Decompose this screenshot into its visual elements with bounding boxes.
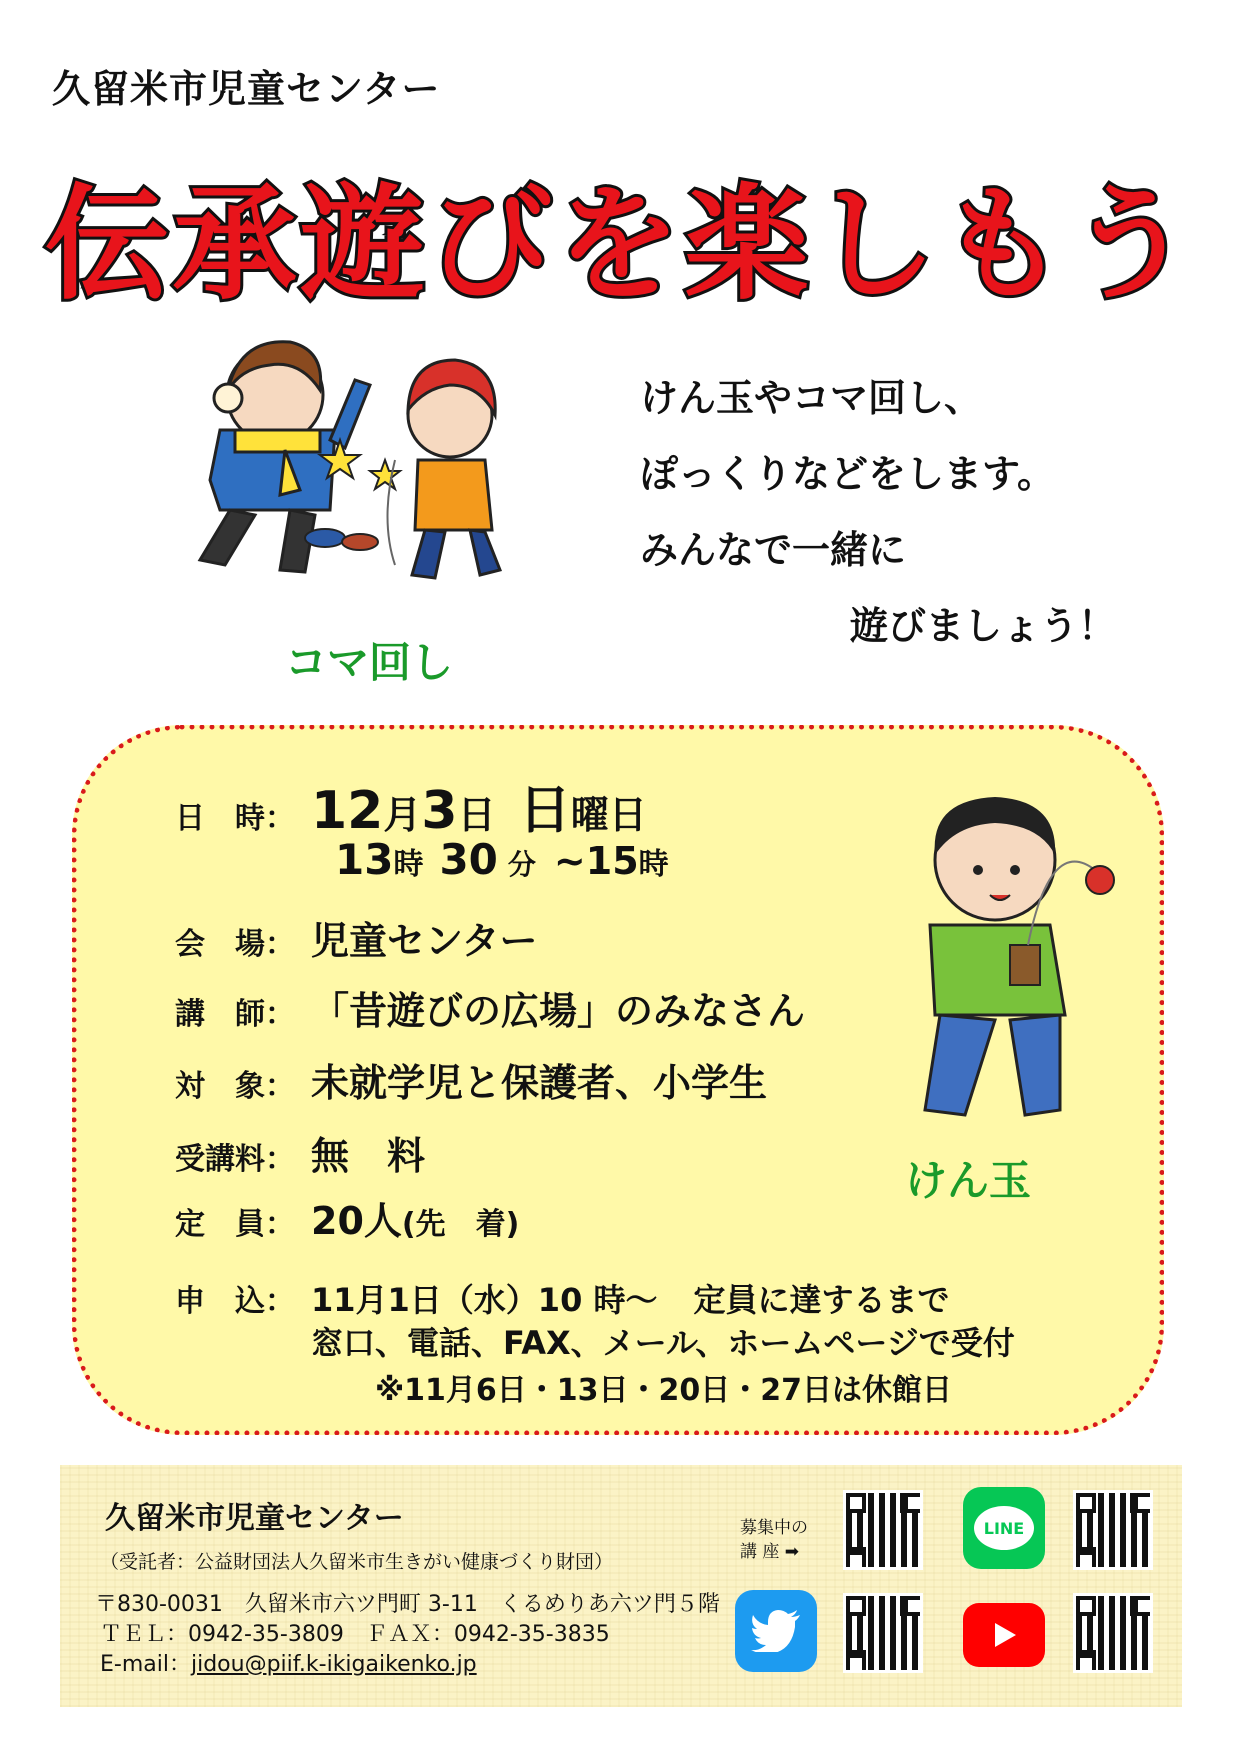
org-title: 久留米市児童センター	[52, 67, 441, 111]
capacity-row: 定 員： 20 人 (先 着)	[175, 1199, 520, 1243]
apply-until: 定員に達するまで	[693, 1281, 950, 1319]
main-title: 伝承遊びを楽しもう	[44, 173, 1197, 317]
email-link[interactable]: jidou@piif.k-ikigaikenko.jp	[190, 1652, 477, 1677]
intro-line-3: みんなで一緒に	[640, 528, 907, 572]
line-label: LINE	[974, 1506, 1034, 1550]
fee-value: 無 料	[311, 1134, 426, 1178]
caption-kendama: けん玉	[905, 1156, 1032, 1205]
instructor-row: 講 師： 「昔遊びの広場」のみなさん	[175, 980, 805, 1035]
footer-trustee: （受託者：公益財団法人久留米市生きがい健康づくり財団）	[100, 1551, 614, 1573]
footer-email-line	[100, 1647, 477, 1678]
footer-org-name: 久留米市児童センター	[105, 1501, 404, 1536]
venue-row: 会 場： 児童センター	[175, 910, 537, 965]
footer-tel-fax: ＴＥＬ：0942-35-3809 ＦＡＸ：0942-35-3835	[100, 1622, 610, 1647]
date-row	[175, 768, 647, 843]
target-value: 未就学児と保護者、小学生	[311, 1061, 768, 1105]
capacity-number: 20	[311, 1199, 364, 1243]
email-label: E-mail：	[100, 1652, 191, 1677]
date-label: 日 時：	[175, 801, 295, 836]
youtube-triangle	[989, 1620, 1019, 1650]
closed-note: ※11月6日・13日・20日・27日は休館日	[375, 1373, 953, 1408]
venue-value: 児童センター	[311, 919, 538, 963]
apply-methods: 窓口、電話、FAX、メール、ホームページで受付	[311, 1324, 1015, 1362]
line-icon[interactable]	[963, 1487, 1045, 1569]
twitter-bird-shape	[751, 1610, 801, 1652]
qr-courses[interactable]	[843, 1490, 923, 1570]
koma-illustration	[180, 320, 570, 600]
caption-koma: コマ回し	[285, 638, 454, 687]
intro-line-2: ぽっくりなどをします。	[640, 452, 1055, 496]
instructor-value: 「昔遊びの広場」のみなさん	[311, 989, 806, 1033]
capacity-note: (先 着)	[401, 1207, 520, 1242]
intro-line-1: けん玉やコマ回し、	[640, 376, 983, 420]
twitter-bird-icon[interactable]	[735, 1590, 817, 1672]
qr-line[interactable]	[1073, 1490, 1153, 1570]
child-red-hat	[388, 360, 501, 578]
courses-label-2: 講 座 ➡	[740, 1542, 800, 1562]
footer-panel	[60, 1465, 1182, 1707]
time-row: 13 時 30 分 ~15 時	[335, 835, 669, 884]
apply-row: 申 込： 11月1日（水）10 時～ 定員に達するまで	[175, 1275, 950, 1321]
intro-line-4: 遊びましょう！	[850, 604, 1117, 648]
footer-address: 〒830-0031 久留米市六ツ門町 3-11 くるめりあ六ツ門５階	[95, 1592, 720, 1617]
apply-date: 11月1日（水）10 時～	[311, 1281, 658, 1319]
youtube-play-icon[interactable]	[963, 1603, 1045, 1667]
intro-text	[640, 360, 1116, 664]
date-value: 12月3日 日曜日	[311, 781, 647, 841]
target-row: 対 象： 未就学児と保護者、小学生	[175, 1052, 767, 1107]
qr-youtube[interactable]	[1073, 1593, 1153, 1673]
qr-twitter[interactable]	[843, 1593, 923, 1673]
courses-label-1: 募集中の	[740, 1518, 808, 1538]
fee-row: 受講料： 無 料	[175, 1125, 425, 1180]
kendama-illustration	[900, 775, 1130, 1135]
